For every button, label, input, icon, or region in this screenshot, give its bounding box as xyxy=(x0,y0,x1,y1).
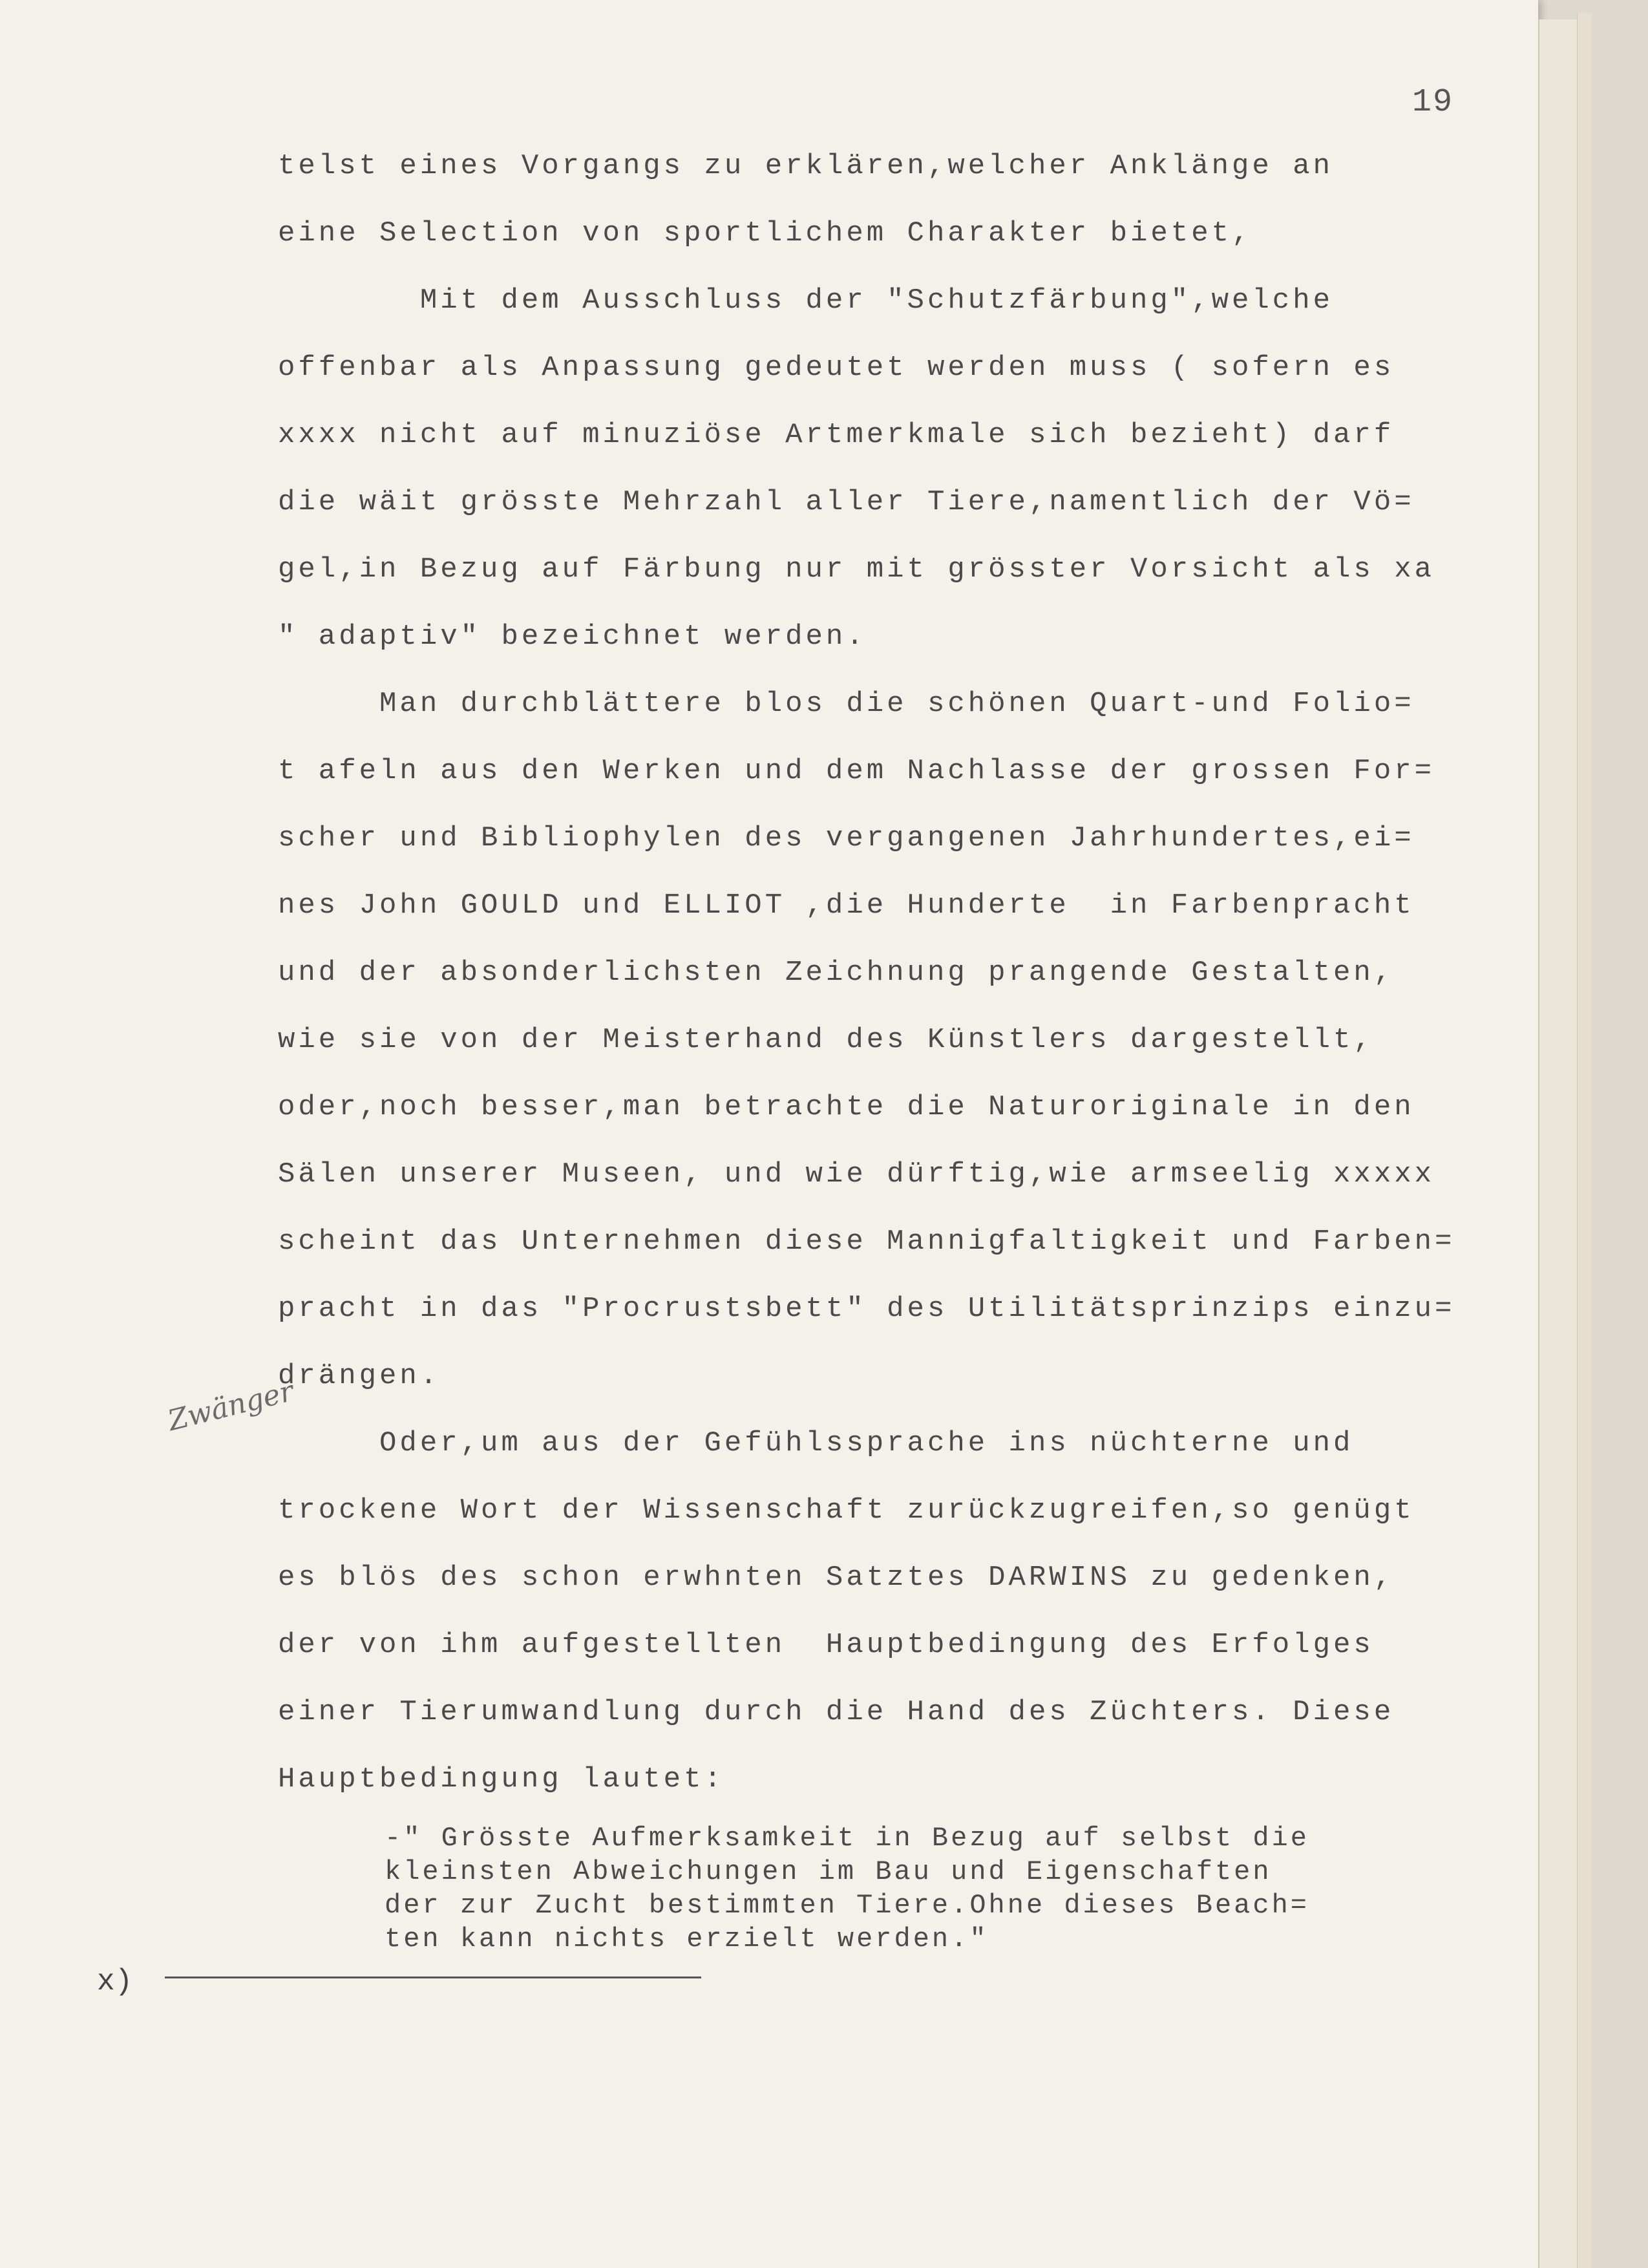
text-line: einer Tierumwandlung durch die Hand des Züchters. Diese xyxy=(278,1696,1395,1728)
text-line: oder,noch besser,man betrachte die Naturoriginale in den xyxy=(278,1091,1415,1123)
quote-line: der zur Zucht bestimmten Tiere.Ohne dieses Beach= xyxy=(385,1890,1310,1921)
paper-edge-back xyxy=(1577,13,1592,2268)
text-line: xxxx nicht auf minuziöse Artmerkmale sich bezieht) darf xyxy=(278,419,1395,451)
text-line: trockene Wort der Wissenschaft zurückzugreifen,so genügt xyxy=(278,1494,1415,1527)
body-text xyxy=(278,132,1538,1813)
text-line: " adaptiv" bezeichnet werden. xyxy=(278,620,867,653)
footnote-marker: x) xyxy=(97,1965,133,1998)
quote-line: ten kann nichts erzielt werden." xyxy=(385,1924,989,1955)
text-line: Man durchblättere blos die schönen Quart-und Folio= xyxy=(278,688,1415,720)
text-line: pracht in das "Procrustsbett" des Utilitätsprinzips einzu= xyxy=(278,1293,1455,1325)
text-line: scheint das Unternehmen diese Mannigfaltigkeit und Farben= xyxy=(278,1225,1455,1258)
text-line: es blös des schon erwhnten Satztes DARWINS zu gedenken, xyxy=(278,1562,1395,1594)
text-line: Mit dem Ausschluss der "Schutzfärbung",welche xyxy=(278,284,1334,317)
text-line: Hauptbedingung lautet: xyxy=(278,1763,724,1796)
text-line: t afeln aus den Werken und dem Nachlasse der grossen For= xyxy=(278,755,1435,787)
quote-line: kleinsten Abweichungen im Bau und Eigenschaften xyxy=(385,1856,1272,1887)
text-line: telst eines Vorgangs zu erklären,welcher Anklänge an xyxy=(278,150,1334,182)
page-number: 19 xyxy=(1412,84,1454,121)
handwritten-annotation: Zwänger xyxy=(164,1374,297,1438)
text-line: Oder,um aus der Gefühlssprache ins nüchterne und xyxy=(278,1427,1354,1459)
quote-line: -" Grösste Aufmerksamkeit in Bezug auf selbst die xyxy=(385,1823,1310,1854)
text-line: gel,in Bezug auf Färbung nur mit grösster Vorsicht als xa xyxy=(278,553,1435,586)
text-line: Sälen unserer Museen, und wie dürftig,wie armseelig xxxxx xyxy=(278,1158,1435,1191)
block-quote xyxy=(385,1821,1522,1956)
text-line: scher und Bibliophylen des vergangenen Jahrhundertes,ei= xyxy=(278,822,1415,854)
text-line: wie sie von der Meisterhand des Künstlers dargestellt, xyxy=(278,1024,1374,1056)
text-line: drängen. xyxy=(278,1360,441,1392)
text-line: und der absonderlichsten Zeichnung prangende Gestalten, xyxy=(278,957,1395,989)
paper-edge xyxy=(1538,19,1578,2268)
text-line: der von ihm aufgestellten Hauptbedingung des Erfolges xyxy=(278,1629,1374,1661)
footnote-divider xyxy=(165,1977,701,1978)
text-line: die wäit grösste Mehrzahl aller Tiere,namentlich der Vö= xyxy=(278,486,1415,518)
text-line: nes John GOULD und ELLIOT ,die Hunderte in Farbenpracht xyxy=(278,889,1415,922)
text-line: offenbar als Anpassung gedeutet werden muss ( sofern es xyxy=(278,352,1395,384)
text-line: eine Selection von sportlichem Charakter bietet, xyxy=(278,217,1252,249)
